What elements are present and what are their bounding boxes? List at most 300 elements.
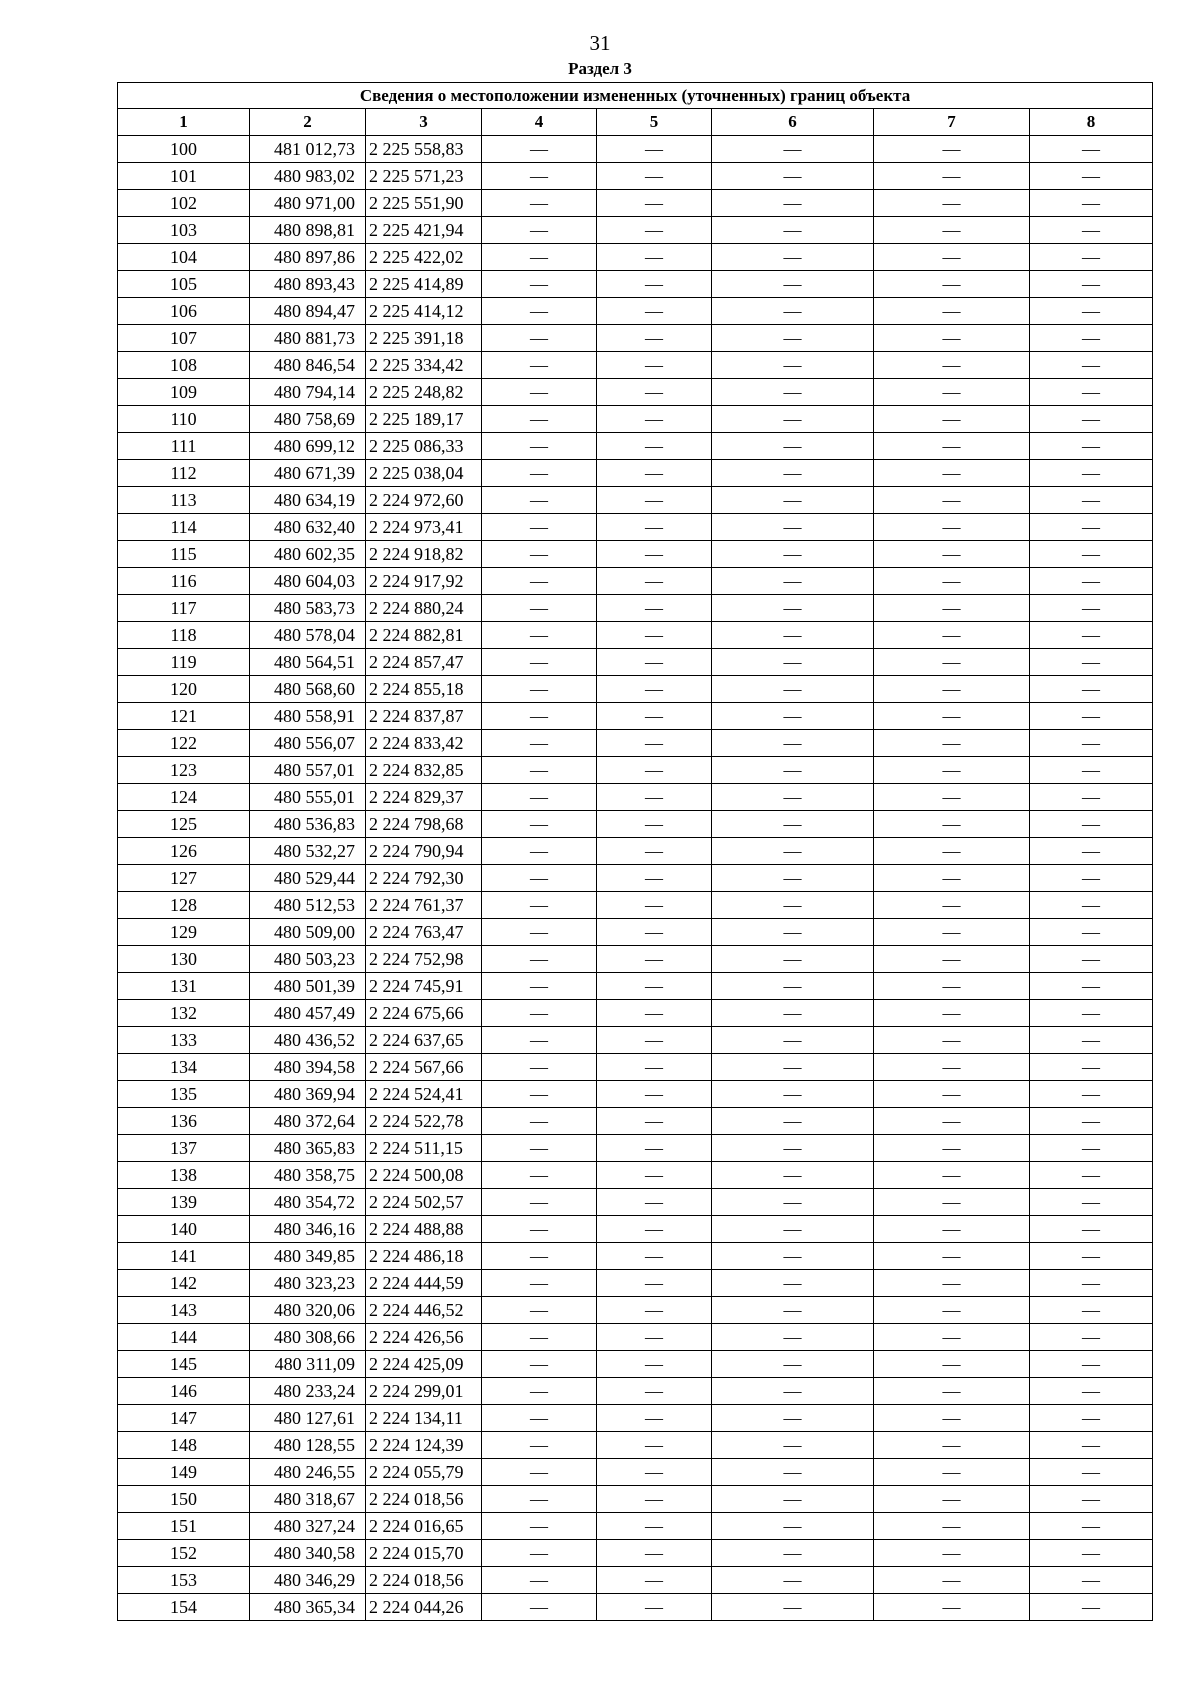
coordinate-x-cell: 480 604,03 [250,568,366,595]
empty-value-cell: — [482,865,597,892]
coordinate-y-cell: 2 224 833,42 [366,730,482,757]
empty-value-cell: — [597,433,712,460]
table-row [118,190,1153,217]
empty-value-cell: — [712,1297,874,1324]
coordinate-x-cell: 480 394,58 [250,1054,366,1081]
point-number-cell: 122 [118,730,250,757]
empty-value-cell: — [597,271,712,298]
empty-value-cell: — [1030,1324,1153,1351]
empty-value-cell: — [874,1378,1030,1405]
point-number-cell: 126 [118,838,250,865]
empty-value-cell: — [712,1432,874,1459]
empty-value-cell: — [1030,1027,1153,1054]
coordinate-x-cell: 480 349,85 [250,1243,366,1270]
table-row [118,730,1153,757]
empty-value-cell: — [874,1054,1030,1081]
empty-value-cell: — [874,568,1030,595]
empty-value-cell: — [597,1027,712,1054]
empty-value-cell: — [1030,190,1153,217]
table-row [118,1270,1153,1297]
empty-value-cell: — [482,676,597,703]
table-row [118,676,1153,703]
coordinate-y-cell: 2 224 882,81 [366,622,482,649]
point-number-cell: 103 [118,217,250,244]
coordinate-x-cell: 480 632,40 [250,514,366,541]
table-row [118,514,1153,541]
table-row [118,946,1153,973]
empty-value-cell: — [712,244,874,271]
point-number-cell: 119 [118,649,250,676]
coordinate-x-cell: 480 564,51 [250,649,366,676]
empty-value-cell: — [712,298,874,325]
empty-value-cell: — [597,730,712,757]
empty-value-cell: — [1030,541,1153,568]
empty-value-cell: — [597,163,712,190]
empty-value-cell: — [1030,622,1153,649]
empty-value-cell: — [874,244,1030,271]
coordinate-y-cell: 2 224 055,79 [366,1459,482,1486]
empty-value-cell: — [597,1594,712,1621]
empty-value-cell: — [482,946,597,973]
empty-value-cell: — [712,1135,874,1162]
empty-value-cell: — [482,757,597,784]
table-title: Сведения о местоположении измененных (уточненных) границ объекта [118,83,1153,109]
empty-value-cell: — [482,1405,597,1432]
table-row [118,1000,1153,1027]
table-row [118,1189,1153,1216]
coordinate-y-cell: 2 224 745,91 [366,973,482,1000]
point-number-cell: 118 [118,622,250,649]
column-header-1: 1 [118,109,250,136]
table-row [118,892,1153,919]
empty-value-cell: — [1030,1513,1153,1540]
empty-value-cell: — [1030,1567,1153,1594]
empty-value-cell: — [712,568,874,595]
empty-value-cell: — [712,1540,874,1567]
point-number-cell: 134 [118,1054,250,1081]
point-number-cell: 107 [118,325,250,352]
coordinate-x-cell: 480 558,91 [250,703,366,730]
point-number-cell: 142 [118,1270,250,1297]
coordinate-y-cell: 2 224 444,59 [366,1270,482,1297]
coordinate-x-cell: 480 323,23 [250,1270,366,1297]
empty-value-cell: — [597,1540,712,1567]
coordinate-y-cell: 2 225 189,17 [366,406,482,433]
coordinate-y-cell: 2 224 486,18 [366,1243,482,1270]
point-number-cell: 108 [118,352,250,379]
table-row [118,1216,1153,1243]
empty-value-cell: — [597,514,712,541]
empty-value-cell: — [482,514,597,541]
empty-value-cell: — [1030,1189,1153,1216]
coordinate-x-cell: 480 246,55 [250,1459,366,1486]
coordinate-y-cell: 2 224 488,88 [366,1216,482,1243]
coordinate-x-cell: 480 583,73 [250,595,366,622]
empty-value-cell: — [1030,136,1153,163]
table-row [118,622,1153,649]
coordinate-x-cell: 480 634,19 [250,487,366,514]
empty-value-cell: — [1030,1540,1153,1567]
empty-value-cell: — [874,892,1030,919]
table-row [118,1486,1153,1513]
table-row [118,865,1153,892]
empty-value-cell: — [482,784,597,811]
empty-value-cell: — [597,1243,712,1270]
empty-value-cell: — [482,190,597,217]
coordinate-x-cell: 480 503,23 [250,946,366,973]
coordinate-y-cell: 2 224 972,60 [366,487,482,514]
table-row [118,973,1153,1000]
empty-value-cell: — [712,1189,874,1216]
coordinate-y-cell: 2 224 637,65 [366,1027,482,1054]
empty-value-cell: — [1030,595,1153,622]
table-row [118,1378,1153,1405]
empty-value-cell: — [874,1216,1030,1243]
empty-value-cell: — [597,703,712,730]
coordinate-y-cell: 2 224 016,65 [366,1513,482,1540]
empty-value-cell: — [482,1054,597,1081]
table-row [118,1594,1153,1621]
table-row [118,595,1153,622]
point-number-cell: 131 [118,973,250,1000]
empty-value-cell: — [597,811,712,838]
empty-value-cell: — [482,1135,597,1162]
coordinate-y-cell: 2 225 551,90 [366,190,482,217]
coordinate-x-cell: 480 372,64 [250,1108,366,1135]
empty-value-cell: — [874,1243,1030,1270]
coordinate-y-cell: 2 224 502,57 [366,1189,482,1216]
empty-value-cell: — [874,1081,1030,1108]
empty-value-cell: — [482,136,597,163]
point-number-cell: 147 [118,1405,250,1432]
point-number-cell: 154 [118,1594,250,1621]
empty-value-cell: — [874,298,1030,325]
point-number-cell: 102 [118,190,250,217]
coordinate-y-cell: 2 224 134,11 [366,1405,482,1432]
point-number-cell: 149 [118,1459,250,1486]
coordinate-x-cell: 480 881,73 [250,325,366,352]
empty-value-cell: — [712,352,874,379]
coordinate-x-cell: 480 898,81 [250,217,366,244]
empty-value-cell: — [712,460,874,487]
point-number-cell: 110 [118,406,250,433]
empty-value-cell: — [482,1027,597,1054]
empty-value-cell: — [482,595,597,622]
empty-value-cell: — [874,1108,1030,1135]
table-row [118,568,1153,595]
empty-value-cell: — [482,703,597,730]
empty-value-cell: — [597,1000,712,1027]
empty-value-cell: — [597,1351,712,1378]
empty-value-cell: — [712,1081,874,1108]
empty-value-cell: — [1030,1297,1153,1324]
table-row [118,1297,1153,1324]
empty-value-cell: — [874,406,1030,433]
empty-value-cell: — [874,1513,1030,1540]
coordinate-x-cell: 480 233,24 [250,1378,366,1405]
empty-value-cell: — [1030,163,1153,190]
point-number-cell: 153 [118,1567,250,1594]
empty-value-cell: — [597,1054,712,1081]
table-row [118,784,1153,811]
empty-value-cell: — [712,865,874,892]
table-row [118,1567,1153,1594]
empty-value-cell: — [482,1432,597,1459]
empty-value-cell: — [597,973,712,1000]
empty-value-cell: — [712,892,874,919]
table-row [118,1459,1153,1486]
empty-value-cell: — [597,1108,712,1135]
empty-value-cell: — [712,946,874,973]
coordinate-x-cell: 480 894,47 [250,298,366,325]
empty-value-cell: — [1030,730,1153,757]
empty-value-cell: — [597,757,712,784]
empty-value-cell: — [874,1405,1030,1432]
empty-value-cell: — [1030,1270,1153,1297]
empty-value-cell: — [874,325,1030,352]
empty-value-cell: — [712,1513,874,1540]
coordinate-x-cell: 480 568,60 [250,676,366,703]
table-body [118,136,1153,1621]
point-number-cell: 139 [118,1189,250,1216]
empty-value-cell: — [597,1081,712,1108]
empty-value-cell: — [482,1594,597,1621]
empty-value-cell: — [1030,325,1153,352]
empty-value-cell: — [712,1378,874,1405]
empty-value-cell: — [482,1567,597,1594]
empty-value-cell: — [482,1243,597,1270]
boundary-coordinates-table [117,82,1153,1621]
empty-value-cell: — [1030,649,1153,676]
point-number-cell: 132 [118,1000,250,1027]
coordinate-y-cell: 2 224 973,41 [366,514,482,541]
table-row [118,217,1153,244]
empty-value-cell: — [712,1108,874,1135]
table-row [118,1162,1153,1189]
empty-value-cell: — [482,1540,597,1567]
coordinate-y-cell: 2 225 391,18 [366,325,482,352]
empty-value-cell: — [597,1486,712,1513]
empty-value-cell: — [597,1135,712,1162]
empty-value-cell: — [712,1216,874,1243]
empty-value-cell: — [712,730,874,757]
coordinate-x-cell: 480 758,69 [250,406,366,433]
empty-value-cell: — [712,1027,874,1054]
table-row [118,838,1153,865]
empty-value-cell: — [712,1324,874,1351]
empty-value-cell: — [597,838,712,865]
empty-value-cell: — [1030,1378,1153,1405]
empty-value-cell: — [874,433,1030,460]
empty-value-cell: — [482,325,597,352]
empty-value-cell: — [482,379,597,406]
empty-value-cell: — [1030,1135,1153,1162]
coordinate-y-cell: 2 224 446,52 [366,1297,482,1324]
point-number-cell: 120 [118,676,250,703]
point-number-cell: 140 [118,1216,250,1243]
empty-value-cell: — [712,433,874,460]
coordinate-x-cell: 480 354,72 [250,1189,366,1216]
empty-value-cell: — [597,217,712,244]
empty-value-cell: — [597,487,712,514]
empty-value-cell: — [597,784,712,811]
point-number-cell: 116 [118,568,250,595]
point-number-cell: 130 [118,946,250,973]
point-number-cell: 152 [118,1540,250,1567]
point-number-cell: 143 [118,1297,250,1324]
point-number-cell: 115 [118,541,250,568]
table-row [118,1432,1153,1459]
coordinate-x-cell: 480 365,34 [250,1594,366,1621]
page-number: 31 [589,31,611,55]
empty-value-cell: — [874,1540,1030,1567]
empty-value-cell: — [482,352,597,379]
coordinate-y-cell: 2 224 524,41 [366,1081,482,1108]
empty-value-cell: — [597,865,712,892]
table-row [118,1054,1153,1081]
empty-value-cell: — [874,973,1030,1000]
empty-value-cell: — [1030,298,1153,325]
empty-value-cell: — [597,541,712,568]
coordinate-x-cell: 480 308,66 [250,1324,366,1351]
table-row [118,1108,1153,1135]
empty-value-cell: — [1030,487,1153,514]
table-row [118,136,1153,163]
empty-value-cell: — [482,460,597,487]
empty-value-cell: — [597,649,712,676]
empty-value-cell: — [482,973,597,1000]
empty-value-cell: — [712,190,874,217]
coordinate-x-cell: 480 557,01 [250,757,366,784]
empty-value-cell: — [1030,946,1153,973]
coordinate-x-cell: 481 012,73 [250,136,366,163]
coordinate-y-cell: 2 224 567,66 [366,1054,482,1081]
empty-value-cell: — [1030,973,1153,1000]
empty-value-cell: — [712,1351,874,1378]
empty-value-cell: — [874,352,1030,379]
empty-value-cell: — [874,1027,1030,1054]
empty-value-cell: — [874,676,1030,703]
empty-value-cell: — [874,1189,1030,1216]
empty-value-cell: — [874,1351,1030,1378]
empty-value-cell: — [1030,1459,1153,1486]
empty-value-cell: — [1030,217,1153,244]
table-row [118,1324,1153,1351]
coordinate-y-cell: 2 224 790,94 [366,838,482,865]
empty-value-cell: — [597,1297,712,1324]
empty-value-cell: — [482,1324,597,1351]
empty-value-cell: — [1030,676,1153,703]
empty-value-cell: — [874,487,1030,514]
empty-value-cell: — [874,838,1030,865]
coordinate-y-cell: 2 225 086,33 [366,433,482,460]
point-number-cell: 138 [118,1162,250,1189]
coordinate-x-cell: 480 529,44 [250,865,366,892]
point-number-cell: 151 [118,1513,250,1540]
empty-value-cell: — [712,487,874,514]
table-row [118,1081,1153,1108]
coordinate-x-cell: 480 318,67 [250,1486,366,1513]
empty-value-cell: — [712,811,874,838]
empty-value-cell: — [482,1081,597,1108]
coordinate-x-cell: 480 971,00 [250,190,366,217]
coordinate-y-cell: 2 224 918,82 [366,541,482,568]
coordinate-y-cell: 2 225 038,04 [366,460,482,487]
empty-value-cell: — [874,757,1030,784]
table-row [118,406,1153,433]
column-header-3: 3 [366,109,482,136]
empty-value-cell: — [597,136,712,163]
column-header-row [118,109,1153,136]
empty-value-cell: — [1030,433,1153,460]
empty-value-cell: — [712,973,874,1000]
empty-value-cell: — [482,568,597,595]
table-row [118,703,1153,730]
empty-value-cell: — [597,379,712,406]
empty-value-cell: — [597,325,712,352]
empty-value-cell: — [874,1567,1030,1594]
empty-value-cell: — [482,541,597,568]
empty-value-cell: — [482,1270,597,1297]
empty-value-cell: — [597,1405,712,1432]
coordinate-y-cell: 2 224 917,92 [366,568,482,595]
point-number-cell: 128 [118,892,250,919]
table-row [118,244,1153,271]
empty-value-cell: — [1030,406,1153,433]
empty-value-cell: — [874,1459,1030,1486]
empty-value-cell: — [712,649,874,676]
empty-value-cell: — [597,190,712,217]
coordinate-y-cell: 2 225 558,83 [366,136,482,163]
empty-value-cell: — [712,757,874,784]
empty-value-cell: — [874,1297,1030,1324]
coordinate-x-cell: 480 846,54 [250,352,366,379]
empty-value-cell: — [712,676,874,703]
empty-value-cell: — [597,352,712,379]
coordinate-x-cell: 480 794,14 [250,379,366,406]
empty-value-cell: — [1030,1486,1153,1513]
coordinate-y-cell: 2 224 675,66 [366,1000,482,1027]
coordinate-y-cell: 2 225 334,42 [366,352,482,379]
empty-value-cell: — [597,892,712,919]
empty-value-cell: — [874,622,1030,649]
empty-value-cell: — [712,1594,874,1621]
table-row [118,379,1153,406]
coordinate-x-cell: 480 578,04 [250,622,366,649]
coordinate-x-cell: 480 365,83 [250,1135,366,1162]
empty-value-cell: — [712,271,874,298]
point-number-cell: 100 [118,136,250,163]
empty-value-cell: — [482,487,597,514]
point-number-cell: 104 [118,244,250,271]
empty-value-cell: — [712,541,874,568]
empty-value-cell: — [874,1162,1030,1189]
empty-value-cell: — [482,811,597,838]
empty-value-cell: — [874,541,1030,568]
empty-value-cell: — [874,1000,1030,1027]
table-row [118,811,1153,838]
empty-value-cell: — [597,1324,712,1351]
empty-value-cell: — [597,622,712,649]
point-number-cell: 145 [118,1351,250,1378]
coordinate-y-cell: 2 224 761,37 [366,892,482,919]
coordinate-x-cell: 480 327,24 [250,1513,366,1540]
empty-value-cell: — [1030,244,1153,271]
coordinate-x-cell: 480 556,07 [250,730,366,757]
table-row [118,1540,1153,1567]
empty-value-cell: — [482,1189,597,1216]
coordinate-y-cell: 2 224 018,56 [366,1567,482,1594]
